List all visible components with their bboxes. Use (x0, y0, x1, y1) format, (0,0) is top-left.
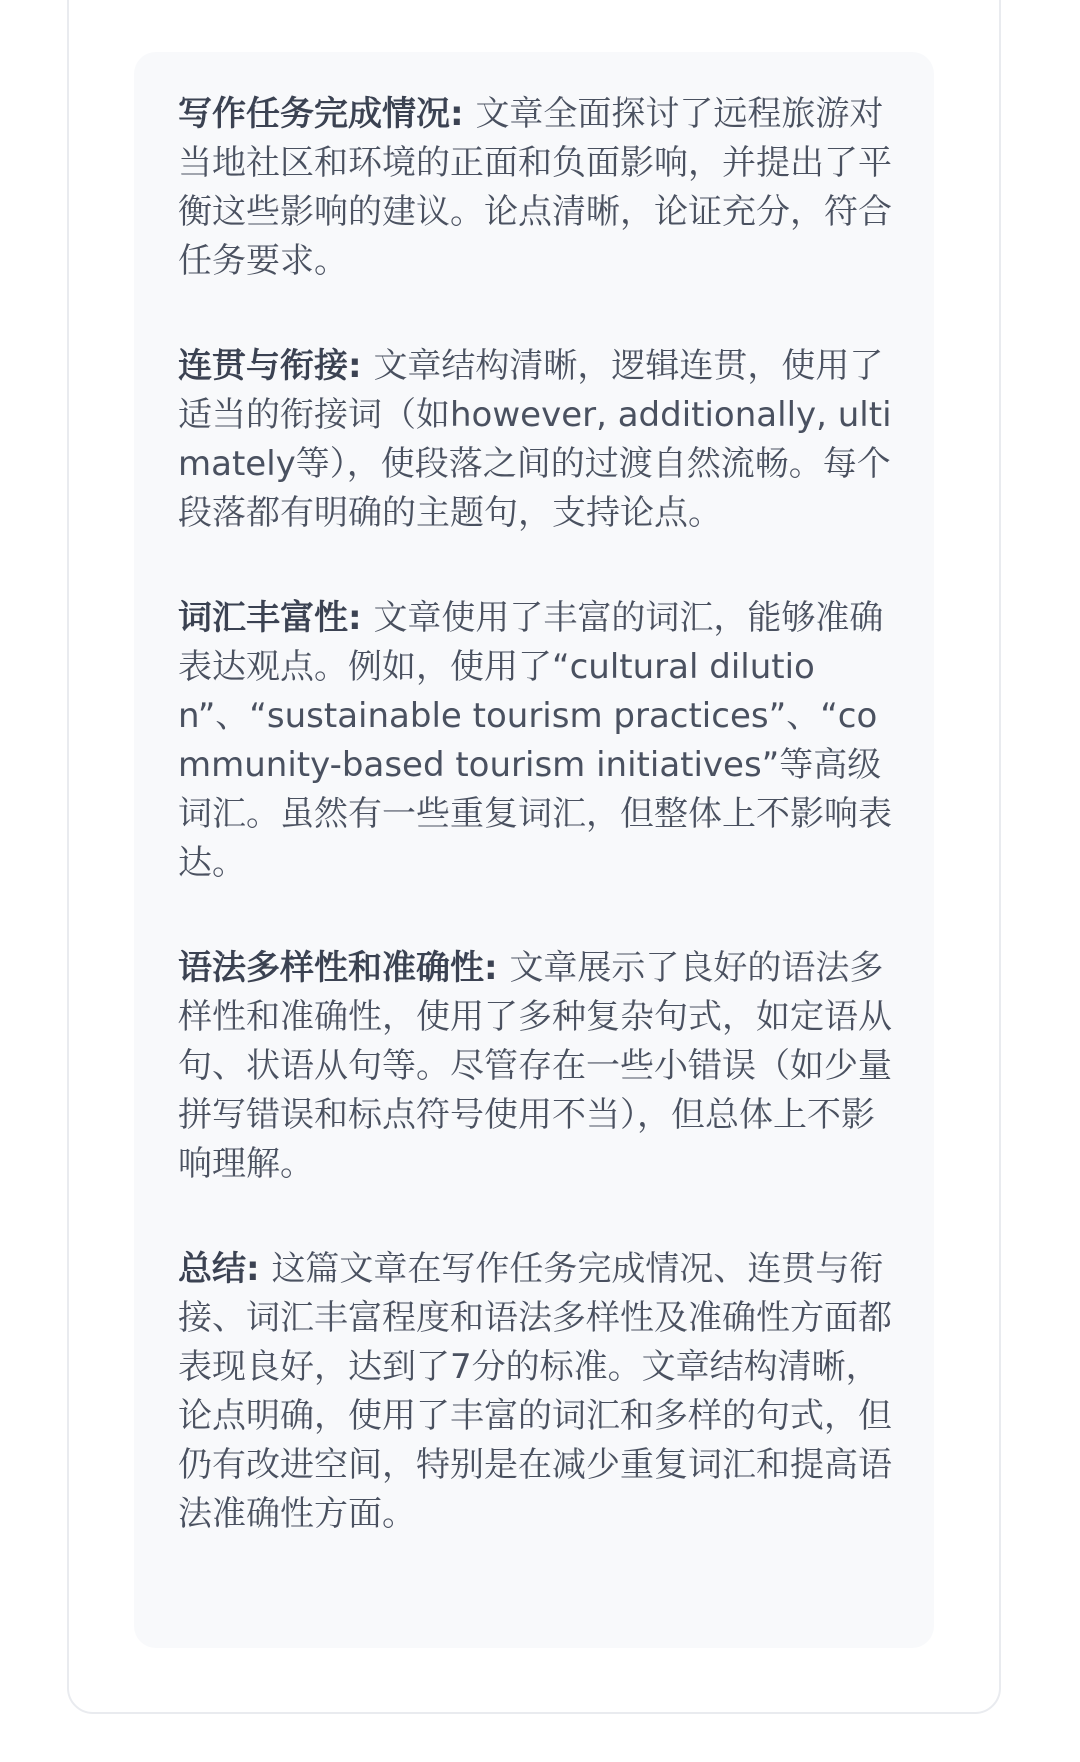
section-vocabulary: 词汇丰富性: 文章使用了丰富的词汇，能够准确表达观点。例如，使用了“cultural dilution”、“sustainable tourism practices”、“community-based tourism initiatives”等高级词汇。虽然有一些重复词汇，但整体上不影响表达。 (178, 598, 892, 883)
section-label: 总结 (178, 1249, 246, 1289)
section-text: 文章结构清晰，逻辑连贯，使用了适当的衔接词（如however, additionally, ultimately等），使段落之间的过渡自然流畅。每个段落都有明确的主题句，支持论点。 (178, 346, 892, 533)
section-label: 连贯与衔接 (178, 346, 348, 386)
section-text: 这篇文章在写作任务完成情况、连贯与衔接、词汇丰富程度和语法多样性及准确性方面都表现良好，达到了7分的标准。文章结构清晰，论点明确，使用了丰富的词汇和多样的句式，但仍有改进空间，特别是在减少重复词汇和提高语法准确性方面。 (178, 1249, 892, 1534)
evaluation-panel (134, 52, 934, 1648)
section-label: 词汇丰富性 (178, 598, 348, 638)
section-task-response: 写作任务完成情况: 文章全面探讨了远程旅游对当地社区和环境的正面和负面影响，并提出了平衡这些影响的建议。论点清晰，论证充分，符合任务要求。 (178, 94, 892, 281)
section-text: 文章展示了良好的语法多样性和准确性，使用了多种复杂句式，如定语从句、状语从句等。尽管存在一些小错误（如少量拼写错误和标点符号使用不当），但总体上不影响理解。 (178, 948, 892, 1184)
section-grammar: 语法多样性和准确性: 文章展示了良好的语法多样性和准确性，使用了多种复杂句式，如定语从句、状语从句等。尽管存在一些小错误（如少量拼写错误和标点符号使用不当），但总体上不影响理解。 (178, 948, 892, 1184)
section-coherence: 连贯与衔接: 文章结构清晰，逻辑连贯，使用了适当的衔接词（如however, additionally, ultimately等），使段落之间的过渡自然流畅。每个段落都有明确的主题句，支持论点。 (178, 346, 892, 533)
section-text: 文章使用了丰富的词汇，能够准确表达观点。例如，使用了“cultural dilution”、“sustainable tourism practices”、“community-based tourism initiatives”等高级词汇。虽然有一些重复词汇，但整体上不影响表达。 (178, 598, 892, 883)
section-label: 语法多样性和准确性 (178, 948, 484, 988)
section-summary: 总结: 这篇文章在写作任务完成情况、连贯与衔接、词汇丰富程度和语法多样性及准确性方面都表现良好，达到了7分的标准。文章结构清晰，论点明确，使用了丰富的词汇和多样的句式，但仍有改进空间，特别是在减少重复词汇和提高语法准确性方面。 (178, 1249, 892, 1534)
section-label: 写作任务完成情况 (178, 94, 450, 134)
section-text: 文章全面探讨了远程旅游对当地社区和环境的正面和负面影响，并提出了平衡这些影响的建议。论点清晰，论证充分，符合任务要求。 (178, 94, 892, 281)
